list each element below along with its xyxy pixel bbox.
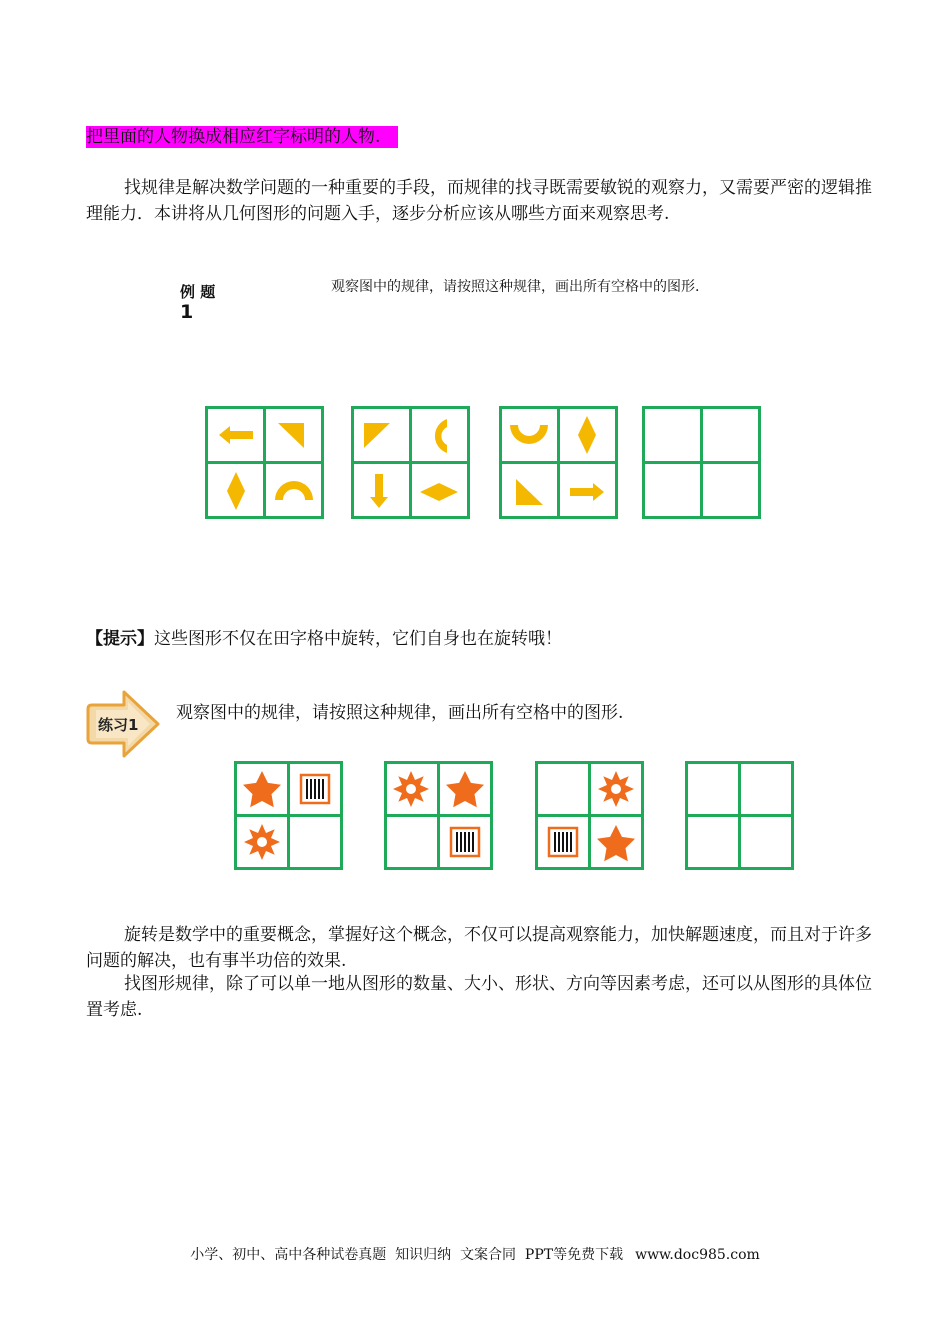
header-instruction: 把里面的人物换成相应红字标明的人物. (86, 126, 398, 148)
footer-url[interactable]: www.doc985.com (635, 1247, 760, 1263)
example-question: 观察图中的规律，请按照这种规律，画出所有空格中的图形. (331, 279, 700, 295)
triangle-shape (364, 423, 390, 448)
sun-icon (598, 771, 634, 807)
hint-tag: 【提示】 (86, 629, 154, 649)
example-grid-2 (353, 408, 469, 518)
diamond-shape (420, 483, 458, 501)
example-number: 1 (180, 301, 194, 323)
footer (0, 1244, 950, 1264)
triangle-shape (516, 479, 543, 505)
example-grid-1 (207, 408, 323, 518)
intro-paragraph: 找规律是解决数学问题的一种重要的手段，而规律的找寻既需要敏锐的观察力，又需要严密的逻辑推理能力．本讲将从几何图形的问题入手，逐步分析应该从哪些方面来观察思考. (86, 178, 872, 224)
practice-question: 观察图中的规律，请按照这种规律，画出所有空格中的图形. (176, 703, 624, 723)
arrow-down-shape (370, 474, 388, 508)
triangle-shape (278, 423, 304, 448)
hint-line (86, 624, 562, 649)
practice-grid-4-empty (687, 763, 793, 869)
hint-text: 这些图形不仅在田字格中旋转，它们自身也在旋转哦！ (154, 629, 562, 649)
arc-shape (510, 425, 548, 444)
arc-shape (435, 419, 447, 453)
sun-icon (244, 824, 280, 860)
conclusion-paragraph-1: 旋转是数学中的重要概念，掌握好这个概念，不仅可以提高观察能力，加快解题速度，而且对于许多问题的解决，也有事半功倍的效果. (86, 925, 872, 971)
example-grid-3 (501, 408, 617, 518)
barcode-icon (451, 828, 479, 856)
star-icon (597, 825, 635, 861)
example-label: 例 题 (180, 283, 216, 301)
star-icon (243, 771, 281, 807)
arc-shape (275, 481, 313, 500)
footer-text: 小学、初中、高中各种试卷真题 知识归纳 文案合同 PPT等免费下载 (190, 1247, 624, 1263)
star-icon (446, 771, 484, 807)
practice-grid-1 (236, 763, 342, 869)
arrow-left-shape (219, 426, 253, 444)
sun-icon (393, 771, 429, 807)
example-grid-4-empty (644, 408, 760, 518)
barcode-icon (301, 775, 329, 803)
conclusion-paragraph-2: 找图形规律，除了可以单一地从图形的数量、大小、形状、方向等因素考虑，还可以从图形的具体位置考虑. (86, 974, 872, 1020)
diamond-shape (578, 416, 596, 454)
practice-badge-label: 练习1 (98, 716, 139, 734)
practice-grid-2 (386, 763, 492, 869)
barcode-icon (549, 828, 577, 856)
arrow-right-shape (570, 483, 604, 501)
diamond-shape (227, 472, 245, 510)
practice-grid-3 (537, 763, 643, 869)
